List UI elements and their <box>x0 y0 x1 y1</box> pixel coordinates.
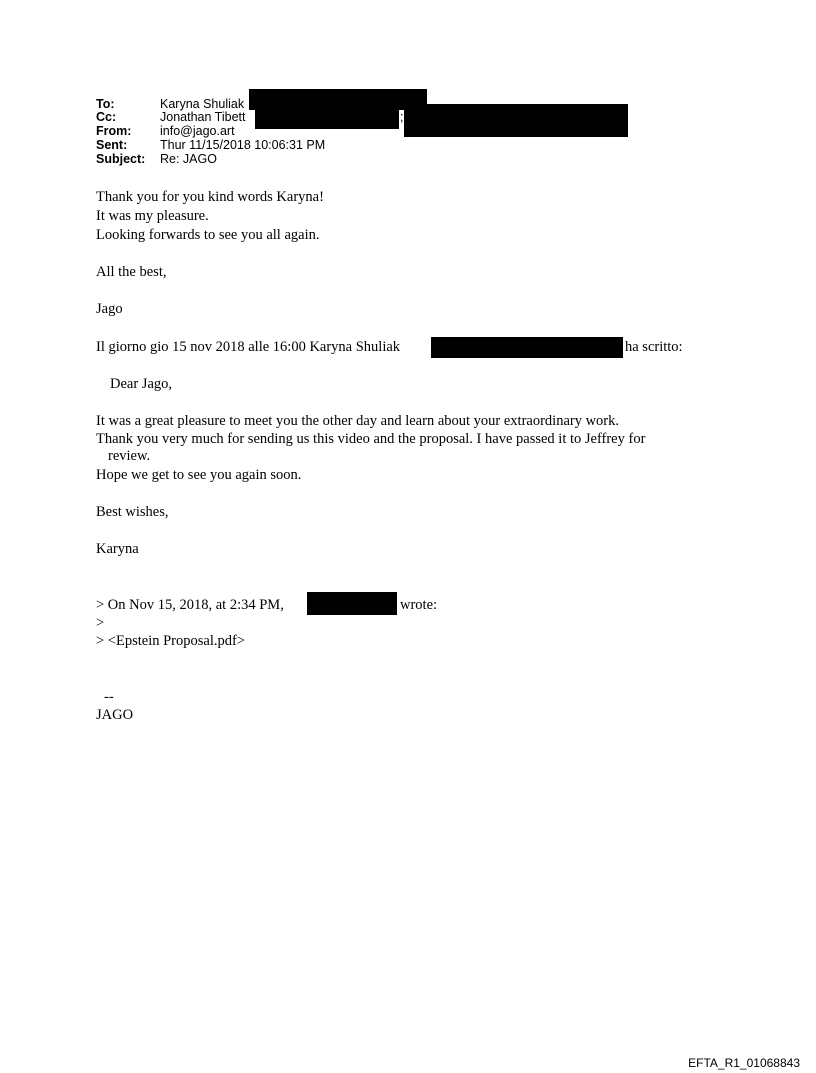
nested-quote-suffix: wrote: <box>400 597 438 613</box>
bates-number: EFTA_R1_01068843 <box>688 1056 800 1070</box>
sent-value: Thur 11/15/2018 10:06:31 PM <box>160 138 326 152</box>
quoted-para-2-line-1: Thank you very much for sending us this video and the proposal. I have passed it to Jeffrey for <box>96 431 646 447</box>
redaction-box-cc-1 <box>255 110 399 129</box>
signature-dashes: -- <box>104 689 114 705</box>
subject-value: Re: JAGO <box>160 152 217 166</box>
quoted-para-1: It was a great pleasure to meet you the other day and learn about your extraordinary work. <box>96 413 620 429</box>
reply-line-3: Looking forwards to see you all again. <box>96 227 320 243</box>
quoted-greeting: Dear Jago, <box>110 376 173 392</box>
reply-line-2: It was my pleasure. <box>96 208 209 224</box>
quoted-para-2-line-2: review. <box>108 448 151 464</box>
quoted-intro-suffix: ha scritto: <box>625 339 683 355</box>
redaction-box-to <box>249 89 427 110</box>
quoted-closing: Best wishes, <box>96 504 169 520</box>
nested-quote-blank: > <box>96 615 105 631</box>
from-value: info@jago.art <box>160 124 235 138</box>
signature-name: JAGO <box>96 707 134 723</box>
to-label: To: <box>96 97 115 111</box>
reply-line-1: Thank you for you kind words Karyna! <box>96 189 324 205</box>
quoted-para-3: Hope we get to see you again soon. <box>96 467 302 483</box>
quoted-signature: Karyna <box>96 541 139 557</box>
nested-quote-prefix: > On Nov 15, 2018, at 2:34 PM, <box>96 597 284 613</box>
sent-label: Sent: <box>96 138 128 152</box>
redaction-box-nested-sender <box>307 592 397 615</box>
cc-label: Cc: <box>96 110 117 124</box>
cc-separator: ; <box>400 110 404 124</box>
reply-closing: All the best, <box>96 264 167 280</box>
attachment-link[interactable]: > <Epstein Proposal.pdf> <box>96 633 245 649</box>
reply-signature: Jago <box>96 301 123 317</box>
from-label: From: <box>96 124 132 138</box>
redaction-box-cc-2 <box>404 104 628 137</box>
cc-value: Jonathan Tibett <box>160 110 246 124</box>
redaction-box-intro-email <box>431 337 623 358</box>
subject-label: Subject: <box>96 152 146 166</box>
quoted-intro-prefix: Il giorno gio 15 nov 2018 alle 16:00 Karyna Shuliak <box>96 339 401 355</box>
to-value: Karyna Shuliak <box>160 97 245 111</box>
